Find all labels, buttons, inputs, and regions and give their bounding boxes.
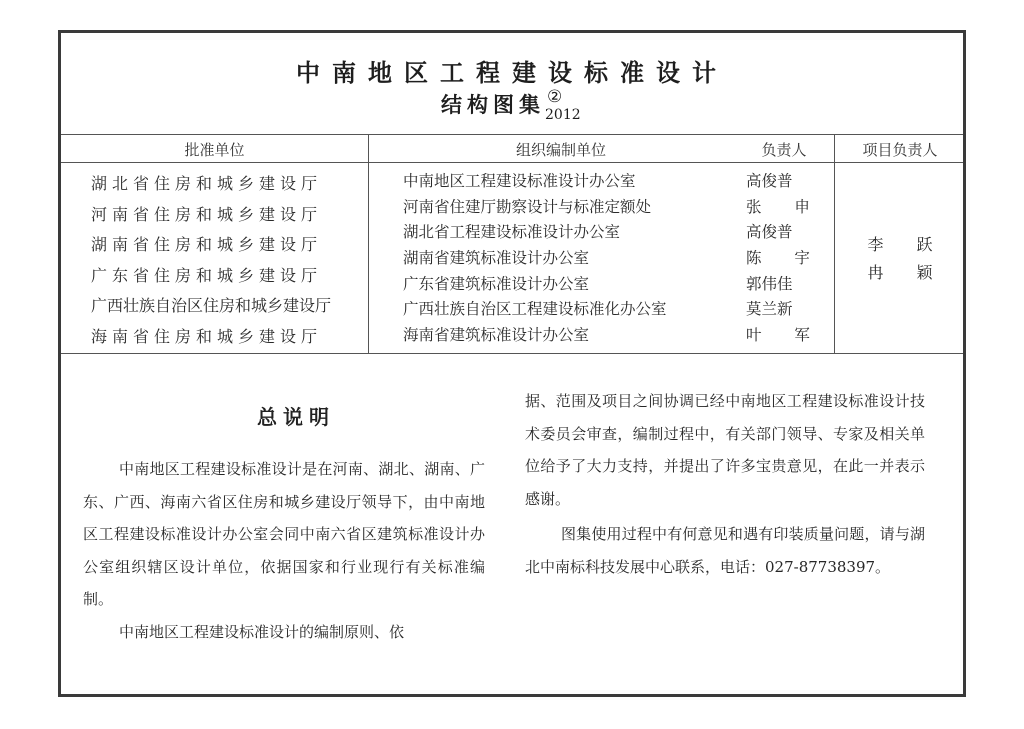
approval-unit: 湖南省住房和城乡建设厅 [91, 235, 323, 254]
responsible-person: 莫兰新 [746, 300, 793, 319]
document-subtitle [61, 89, 963, 125]
header-responsible-person: 负责人 [761, 141, 807, 159]
organizing-unit: 海南省建筑标准设计办公室 [403, 326, 590, 345]
description-paragraph: 中南地区工程建设标准设计是在河南、湖北、湖南、广东、广西、海南六省区住房和城乡建设厅领导下，由中南地区工程建设标准设计办公室会同中南六省区建筑标准设计办公室组织辖区设计单位，依据国家和行业现行有关标准编制。 [83, 460, 485, 608]
volume-number: ② [547, 87, 563, 107]
approval-unit: 海南省住房和城乡建设厅 [91, 326, 323, 346]
responsible-person: 叶 军 [746, 326, 824, 345]
organizing-unit: 湖北省工程建设标准设计办公室 [403, 223, 621, 242]
table-divider-1 [368, 134, 369, 353]
project-leader: 冉 颖 [867, 263, 947, 282]
description-paragraph: 图集使用过程中有何意见和遇有印装质量问题，请与湖北中南标科技发展中心联系，电话：027-87738397。 [525, 525, 925, 576]
responsible-person: 高俊普 [746, 223, 793, 242]
section-title: 总说明 [257, 405, 335, 429]
approval-unit: 湖北省住房和城乡建设厅 [91, 174, 323, 193]
responsible-person: 张 申 [746, 197, 824, 216]
document-title: 中南地区工程建设标准设计 [296, 59, 728, 87]
organizing-unit: 广东省建筑标准设计办公室 [403, 274, 590, 293]
page-frame [58, 30, 966, 697]
responsible-person: 郭伟佳 [746, 274, 793, 293]
table-bottom-rule [61, 353, 963, 354]
responsible-person-list [746, 169, 826, 349]
description-paragraph: 据、范围及项目之间协调已经中南地区工程建设标准设计技术委员会审查，编制过程中，有关部门领导、专家及相关单位给予了大力支持，并提出了许多宝贵意见，在此一并表示感谢。 [525, 392, 925, 508]
header-approval-unit: 批准单位 [184, 141, 245, 159]
organizing-unit: 湖南省建筑标准设计办公室 [403, 249, 590, 268]
project-leader: 李 跃 [867, 235, 947, 254]
organizing-unit: 中南地区工程建设标准设计办公室 [403, 172, 636, 190]
approval-unit: 广东省住房和城乡建设厅 [91, 265, 323, 285]
approval-unit: 河南省住房和城乡建设厅 [91, 204, 323, 224]
header-project-leader: 项目负责人 [862, 141, 938, 159]
table-top-rule [61, 134, 963, 135]
volume-mark [545, 89, 583, 125]
responsible-person: 高俊普 [746, 172, 793, 190]
subtitle-text: 结构图集 [441, 93, 545, 117]
approval-unit-list [91, 169, 361, 352]
organizing-unit-list [403, 169, 723, 349]
organizing-unit: 广西壮族自治区工程建设标准化办公室 [403, 300, 667, 319]
table-header-rule [61, 162, 963, 163]
header-organizing-unit: 组织编制单位 [515, 141, 606, 159]
description-paragraph: 中南地区工程建设标准设计的编制原则、依 [119, 623, 405, 641]
project-leader-list [834, 231, 966, 287]
approval-unit: 广西壮族自治区住房和城乡建设厅 [91, 296, 332, 315]
organizing-unit: 河南省住建厅勘察设计与标准定额处 [403, 197, 652, 216]
responsible-person: 陈 宇 [746, 249, 824, 268]
volume-year: 2012 [545, 107, 581, 123]
